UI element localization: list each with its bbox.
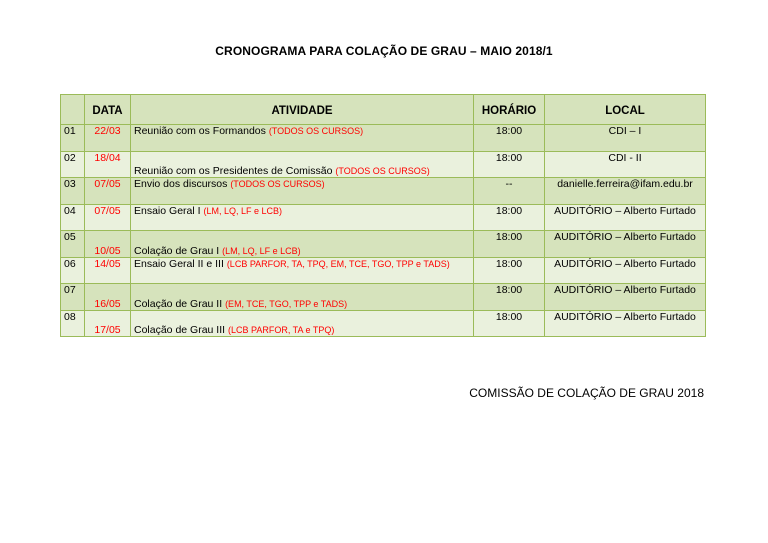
row-activity [131,231,474,258]
row-location: AUDITÓRIO – Alberto Furtado [545,310,706,337]
header-date: DATA [85,95,131,125]
row-location: CDI – I [545,125,706,152]
activity-text: Envio dos discursos [134,178,228,190]
row-activity [131,204,474,231]
courses-text: (LCB PARFOR, TA e TPQ) [227,325,335,335]
row-activity [131,125,474,152]
signature-footer: COMISSÃO DE COLAÇÃO DE GRAU 2018 [469,386,704,400]
page-title: CRONOGRAMA PARA COLAÇÃO DE GRAU – MAIO 2018/1 [215,44,553,58]
row-time: 18:00 [474,284,545,311]
row-number: 01 [61,125,85,152]
row-location: AUDITÓRIO – Alberto Furtado [545,284,706,311]
activity-text: Reunião com os Presidentes de Comissão [134,165,333,177]
table-row [61,125,706,152]
row-location: CDI - II [545,151,706,178]
activity-text: Colação de Grau I [134,244,220,257]
row-date: 07/05 [85,204,131,231]
activity-text: Ensaio Geral II e III [134,257,224,270]
row-date: 18/04 [85,151,131,178]
row-location: AUDITÓRIO – Alberto Furtado [545,257,706,284]
table-row [61,151,706,178]
header-activity: ATIVIDADE [131,95,474,125]
row-time: 18:00 [474,257,545,284]
courses-text: (TODOS OS CURSOS) [335,166,430,176]
row-date: 14/05 [85,257,131,284]
row-date: 10/05 [85,231,131,258]
table-row [61,204,706,231]
courses-text: (LCB PARFOR, TA, TPQ, EM, TCE, TGO, TPP e TADS) [226,258,450,269]
header-number [61,95,85,125]
row-time: 18:00 [474,231,545,258]
row-number: 04 [61,204,85,231]
courses-text: (LM, LQ, LF e LCB) [203,205,282,216]
row-location: danielle.ferreira@ifam.edu.br [545,178,706,205]
row-date: 07/05 [85,178,131,205]
activity-text: Colação de Grau III [134,324,226,336]
row-time: 18:00 [474,151,545,178]
table-row [61,257,706,284]
row-number: 02 [61,151,85,178]
schedule-table [60,94,706,337]
courses-text: (TODOS OS CURSOS) [268,126,364,136]
row-number: 05 [61,231,85,258]
row-activity [131,284,474,311]
table-row [61,231,706,258]
row-activity [131,310,474,337]
courses-text: (EM, TCE, TGO, TPP e TADS) [225,298,348,309]
row-date: 16/05 [85,284,131,311]
activity-text: Ensaio Geral I [134,204,201,217]
row-time: 18:00 [474,204,545,231]
table-row [61,310,706,337]
row-number: 03 [61,178,85,205]
activity-text: Colação de Grau II [134,297,223,310]
table-row [61,178,706,205]
activity-text: Reunião com os Formandos [134,125,266,137]
table-row [61,284,706,311]
row-number: 06 [61,257,85,284]
header-location: LOCAL [545,95,706,125]
row-time: -- [474,178,545,205]
row-time: 18:00 [474,310,545,337]
row-activity [131,151,474,178]
courses-text: (TODOS OS CURSOS) [230,179,325,189]
table-header-row [61,95,706,125]
row-date: 17/05 [85,310,131,337]
row-location: AUDITÓRIO – Alberto Furtado [545,231,706,258]
courses-text: (LM, LQ, LF e LCB) [222,245,301,256]
header-time: HORÁRIO [474,95,545,125]
row-activity [131,178,474,205]
row-location: AUDITÓRIO – Alberto Furtado [545,204,706,231]
row-activity [131,257,474,284]
row-number: 07 [61,284,85,311]
row-number: 08 [61,310,85,337]
row-date: 22/03 [85,125,131,152]
row-time: 18:00 [474,125,545,152]
